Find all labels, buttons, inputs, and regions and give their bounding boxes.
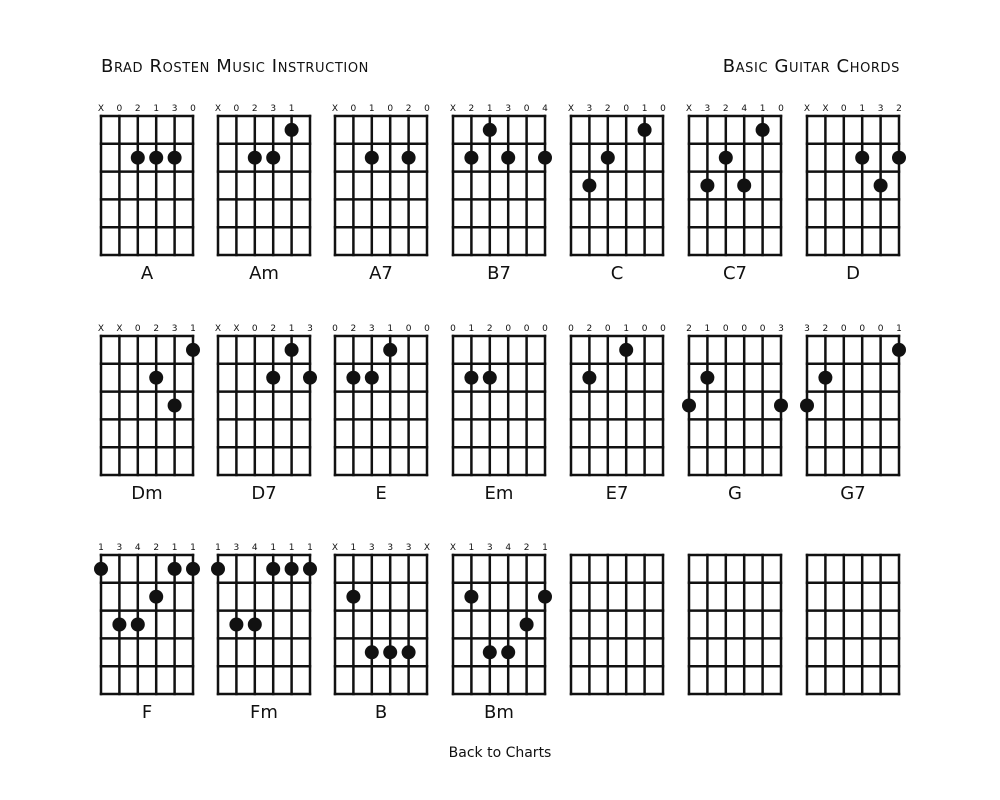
chord-name: E	[375, 483, 387, 504]
finger-dot	[619, 343, 633, 357]
chord-diagram	[807, 555, 899, 694]
finger-dot	[601, 151, 615, 165]
finger-dot	[464, 371, 478, 385]
string-marker: X	[331, 543, 339, 553]
finger-dot	[756, 123, 770, 137]
chord-name: Em	[484, 483, 514, 504]
string-marker: 1	[288, 543, 295, 553]
chord-name: Bm	[484, 702, 514, 723]
chord-name: D7	[251, 483, 277, 504]
string-marker: 3	[704, 104, 711, 114]
string-marker: 3	[171, 324, 178, 334]
finger-dot	[700, 179, 714, 193]
string-marker: 2	[896, 104, 902, 114]
finger-dot	[149, 371, 163, 385]
finger-dot	[501, 151, 515, 165]
finger-dot	[211, 562, 225, 576]
string-marker: 3	[368, 324, 375, 334]
chord-diagram	[215, 104, 310, 284]
chord-diagram	[689, 555, 781, 694]
finger-dot	[874, 179, 888, 193]
string-marker: 2	[134, 104, 141, 114]
finger-dot	[285, 123, 299, 137]
string-marker: X	[214, 324, 222, 334]
string-marker: 1	[368, 104, 375, 114]
chord-diagram	[332, 104, 430, 284]
finger-dot	[520, 618, 534, 632]
finger-dot	[464, 590, 478, 604]
string-marker: 1	[270, 543, 277, 553]
chord-diagram	[211, 543, 317, 723]
string-marker: 2	[604, 104, 611, 114]
string-marker: X	[97, 324, 105, 334]
chord-diagram	[450, 104, 552, 284]
string-marker: 0	[387, 104, 394, 114]
finger-dot	[266, 371, 280, 385]
chord-diagram	[450, 324, 548, 504]
chord-name: F	[141, 702, 153, 723]
finger-dot	[892, 151, 906, 165]
string-marker: 3	[804, 324, 810, 334]
finger-dot	[582, 371, 596, 385]
string-marker: 0	[840, 324, 847, 334]
finger-dot	[266, 562, 280, 576]
finger-dot	[131, 618, 145, 632]
string-marker: 3	[486, 543, 493, 553]
chord-name: Am	[249, 263, 279, 284]
chord-name: B	[374, 702, 388, 723]
finger-dot	[149, 590, 163, 604]
string-marker: 2	[486, 324, 493, 334]
finger-dot	[818, 371, 832, 385]
string-marker: 3	[387, 543, 394, 553]
string-marker: 0	[450, 324, 456, 334]
finger-dot	[719, 151, 733, 165]
chord-name: A	[140, 263, 154, 284]
string-marker: X	[97, 104, 105, 114]
finger-dot	[483, 123, 497, 137]
string-marker: 1	[896, 324, 902, 334]
finger-dot	[700, 371, 714, 385]
string-marker: 2	[722, 104, 729, 114]
string-marker: X	[423, 543, 431, 553]
string-marker: 1	[307, 543, 313, 553]
string-marker: 3	[877, 104, 884, 114]
string-marker: 1	[542, 543, 548, 553]
finger-dot	[538, 151, 552, 165]
finger-dot	[582, 179, 596, 193]
chord-diagram	[686, 104, 784, 284]
string-marker: 0	[505, 324, 512, 334]
chord-diagram	[98, 324, 200, 504]
string-marker: X	[685, 104, 693, 114]
string-marker: 0	[660, 104, 666, 114]
finger-dot	[483, 371, 497, 385]
string-marker: 2	[822, 324, 829, 334]
string-marker: 2	[153, 324, 160, 334]
chord-name: Fm	[250, 702, 278, 723]
finger-dot	[365, 371, 379, 385]
string-marker: 0	[859, 324, 866, 334]
string-marker: X	[214, 104, 222, 114]
string-marker: 4	[542, 104, 548, 114]
finger-dot	[402, 151, 416, 165]
string-marker: 2	[468, 104, 475, 114]
string-marker: 1	[153, 104, 160, 114]
string-marker: 0	[568, 324, 574, 334]
string-marker: 2	[686, 324, 692, 334]
string-marker: 3	[233, 543, 240, 553]
string-marker: 2	[586, 324, 593, 334]
chord-diagram	[682, 324, 788, 504]
string-marker: 3	[307, 324, 313, 334]
string-marker: 0	[116, 104, 123, 114]
string-marker: 1	[171, 543, 178, 553]
chord-diagram	[332, 543, 430, 723]
finger-dot	[94, 562, 108, 576]
finger-dot	[538, 590, 552, 604]
chord-diagram	[450, 543, 552, 723]
finger-dot	[501, 645, 515, 659]
string-marker: 0	[722, 324, 729, 334]
string-marker: 0	[523, 324, 530, 334]
string-marker: X	[803, 104, 811, 114]
finger-dot	[248, 151, 262, 165]
string-marker: 3	[368, 543, 375, 553]
finger-dot	[892, 343, 906, 357]
chord-diagram	[568, 324, 666, 504]
string-marker: 3	[270, 104, 277, 114]
string-marker: 3	[586, 104, 593, 114]
string-marker: X	[116, 324, 123, 334]
chord-diagram	[215, 324, 317, 504]
string-marker: 3	[405, 543, 412, 553]
finger-dot	[266, 151, 280, 165]
string-marker: 1	[288, 104, 295, 114]
string-marker: 0	[604, 324, 611, 334]
string-marker: X	[233, 324, 240, 334]
string-marker: 0	[759, 324, 766, 334]
string-marker: X	[449, 104, 457, 114]
finger-dot	[682, 399, 696, 413]
string-marker: 3	[171, 104, 178, 114]
finger-dot	[112, 618, 126, 632]
chord-diagram	[568, 104, 666, 284]
finger-dot	[303, 371, 317, 385]
string-marker: 2	[270, 324, 277, 334]
string-marker: 2	[523, 543, 530, 553]
finger-dot	[737, 179, 751, 193]
back-to-charts-link[interactable]: Back to Charts	[448, 745, 552, 761]
finger-dot	[131, 151, 145, 165]
string-marker: 1	[468, 543, 475, 553]
finger-dot	[285, 562, 299, 576]
string-marker: 0	[523, 104, 530, 114]
chord-diagram	[332, 324, 430, 504]
finger-dot	[402, 645, 416, 659]
page-title: Basic Guitar Chords	[722, 56, 900, 77]
string-marker: 0	[877, 324, 884, 334]
string-marker: 0	[542, 324, 548, 334]
string-marker: 1	[759, 104, 766, 114]
finger-dot	[168, 562, 182, 576]
string-marker: 4	[134, 543, 141, 553]
string-marker: 3	[116, 543, 123, 553]
finger-dot	[285, 343, 299, 357]
finger-dot	[303, 562, 317, 576]
string-marker: 1	[288, 324, 295, 334]
chord-name: D	[846, 263, 860, 284]
finger-dot	[365, 151, 379, 165]
string-marker: 0	[741, 324, 748, 334]
chord-name: B7	[487, 263, 511, 284]
finger-dot	[149, 151, 163, 165]
finger-dot	[248, 618, 262, 632]
string-marker: 3	[778, 324, 784, 334]
string-marker: 2	[153, 543, 160, 553]
finger-dot	[638, 123, 652, 137]
finger-dot	[229, 618, 243, 632]
finger-dot	[365, 645, 379, 659]
finger-dot	[168, 151, 182, 165]
string-marker: 1	[387, 324, 394, 334]
finger-dot	[346, 590, 360, 604]
string-marker: 0	[251, 324, 258, 334]
string-marker: 4	[741, 104, 748, 114]
chord-diagram	[804, 104, 906, 284]
site-title: Brad Rosten Music Instruction	[101, 56, 369, 77]
finger-dot	[383, 645, 397, 659]
string-marker: 2	[405, 104, 412, 114]
string-marker: 0	[233, 104, 240, 114]
string-marker: 0	[405, 324, 412, 334]
string-marker: 0	[190, 104, 196, 114]
chord-diagram	[571, 555, 663, 694]
string-marker: 0	[778, 104, 784, 114]
string-marker: 4	[505, 543, 512, 553]
string-marker: 1	[215, 543, 221, 553]
string-marker: 0	[424, 324, 430, 334]
chord-name: G	[728, 483, 742, 504]
string-marker: 1	[704, 324, 711, 334]
string-marker: 3	[505, 104, 512, 114]
chord-name: C	[610, 263, 624, 284]
string-marker: 1	[641, 104, 648, 114]
string-marker: 4	[251, 543, 258, 553]
string-marker: 0	[134, 324, 141, 334]
finger-dot	[346, 371, 360, 385]
finger-dot	[464, 151, 478, 165]
string-marker: X	[331, 104, 339, 114]
finger-dot	[168, 399, 182, 413]
chord-diagram	[800, 324, 906, 504]
string-marker: 1	[468, 324, 475, 334]
string-marker: 0	[623, 104, 630, 114]
string-marker: 1	[350, 543, 357, 553]
string-marker: X	[822, 104, 829, 114]
chord-diagram	[94, 543, 200, 723]
finger-dot	[186, 343, 200, 357]
finger-dot	[800, 399, 814, 413]
string-marker: 1	[98, 543, 104, 553]
string-marker: 1	[623, 324, 630, 334]
chord-name: A7	[369, 263, 393, 284]
finger-dot	[774, 399, 788, 413]
string-marker: 2	[350, 324, 357, 334]
string-marker: 0	[840, 104, 847, 114]
string-marker: 1	[486, 104, 493, 114]
chord-name: G7	[840, 483, 866, 504]
finger-dot	[483, 645, 497, 659]
string-marker: 0	[424, 104, 430, 114]
string-marker: 0	[641, 324, 648, 334]
chord-name: C7	[722, 263, 748, 284]
string-marker: X	[567, 104, 575, 114]
string-marker: 2	[251, 104, 258, 114]
string-marker: X	[449, 543, 457, 553]
string-marker: 0	[332, 324, 338, 334]
string-marker: 1	[190, 324, 196, 334]
chord-diagram	[98, 104, 196, 284]
string-marker: 1	[859, 104, 866, 114]
string-marker: 1	[190, 543, 196, 553]
chord-name: E7	[605, 483, 629, 504]
finger-dot	[855, 151, 869, 165]
string-marker: 0	[350, 104, 357, 114]
chord-name: Dm	[131, 483, 163, 504]
finger-dot	[383, 343, 397, 357]
finger-dot	[186, 562, 200, 576]
string-marker: 0	[660, 324, 666, 334]
